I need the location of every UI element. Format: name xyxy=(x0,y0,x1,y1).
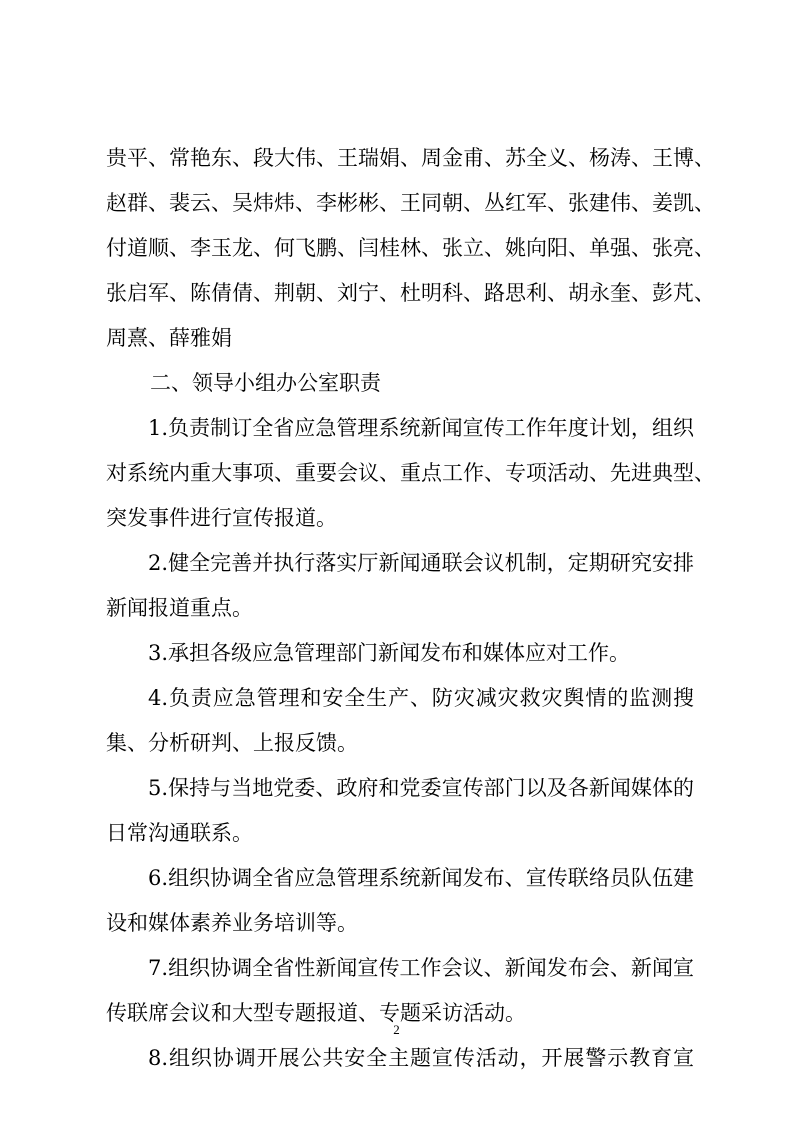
names-line: 周熹、薛雅娟 xyxy=(106,326,232,350)
paragraph-line: 突发事件进行宣传报道。 xyxy=(106,506,337,530)
names-line: 付道顺、李玉龙、何飞鹏、闫桂林、张立、姚向阳、单强、张亮、 xyxy=(106,236,715,260)
section-heading: 二、领导小组办公室职责 xyxy=(150,371,381,395)
paragraph-line: 集、分析研判、上报反馈。 xyxy=(106,731,358,755)
paragraph-line: 5.保持与当地党委、政府和党委宣传部门以及各新闻媒体的 xyxy=(148,776,694,800)
paragraph-line: 设和媒体素养业务培训等。 xyxy=(106,911,358,935)
paragraph-line: 2.健全完善并执行落实厅新闻通联会议机制，定期研究安排 xyxy=(148,551,694,575)
paragraph-line: 1.负责制订全省应急管理系统新闻宣传工作年度计划，组织 xyxy=(148,416,694,440)
page-number: 2 xyxy=(393,1022,400,1037)
paragraph-line: 3.承担各级应急管理部门新闻发布和媒体应对工作。 xyxy=(148,641,631,665)
names-line: 贵平、常艳东、段大伟、王瑞娟、周金甫、苏全义、杨涛、王博、 xyxy=(106,146,715,170)
paragraph-line: 传联席会议和大型专题报道、专题采访活动。 xyxy=(106,1001,526,1025)
paragraph-line: 8.组织协调开展公共安全主题宣传活动，开展警示教育宣 xyxy=(148,1046,694,1070)
names-line: 张启军、陈倩倩、荆朝、刘宁、杜明科、路思利、胡永奎、彭芃、 xyxy=(106,281,715,305)
paragraph-line: 新闻报道重点。 xyxy=(106,596,253,620)
paragraph-line: 4.负责应急管理和安全生产、防灾减灾救灾舆情的监测搜 xyxy=(148,686,694,710)
paragraph-line: 日常沟通联系。 xyxy=(106,821,253,845)
names-line: 赵群、裴云、吴炜炜、李彬彬、王同朝、丛红军、张建伟、姜凯、 xyxy=(106,191,715,215)
paragraph-line: 7.组织协调全省性新闻宣传工作会议、新闻发布会、新闻宣 xyxy=(148,956,694,980)
paragraph-line: 6.组织协调全省应急管理系统新闻发布、宣传联络员队伍建 xyxy=(148,866,694,890)
paragraph-line: 对系统内重大事项、重要会议、重点工作、专项活动、先进典型、 xyxy=(106,461,715,485)
